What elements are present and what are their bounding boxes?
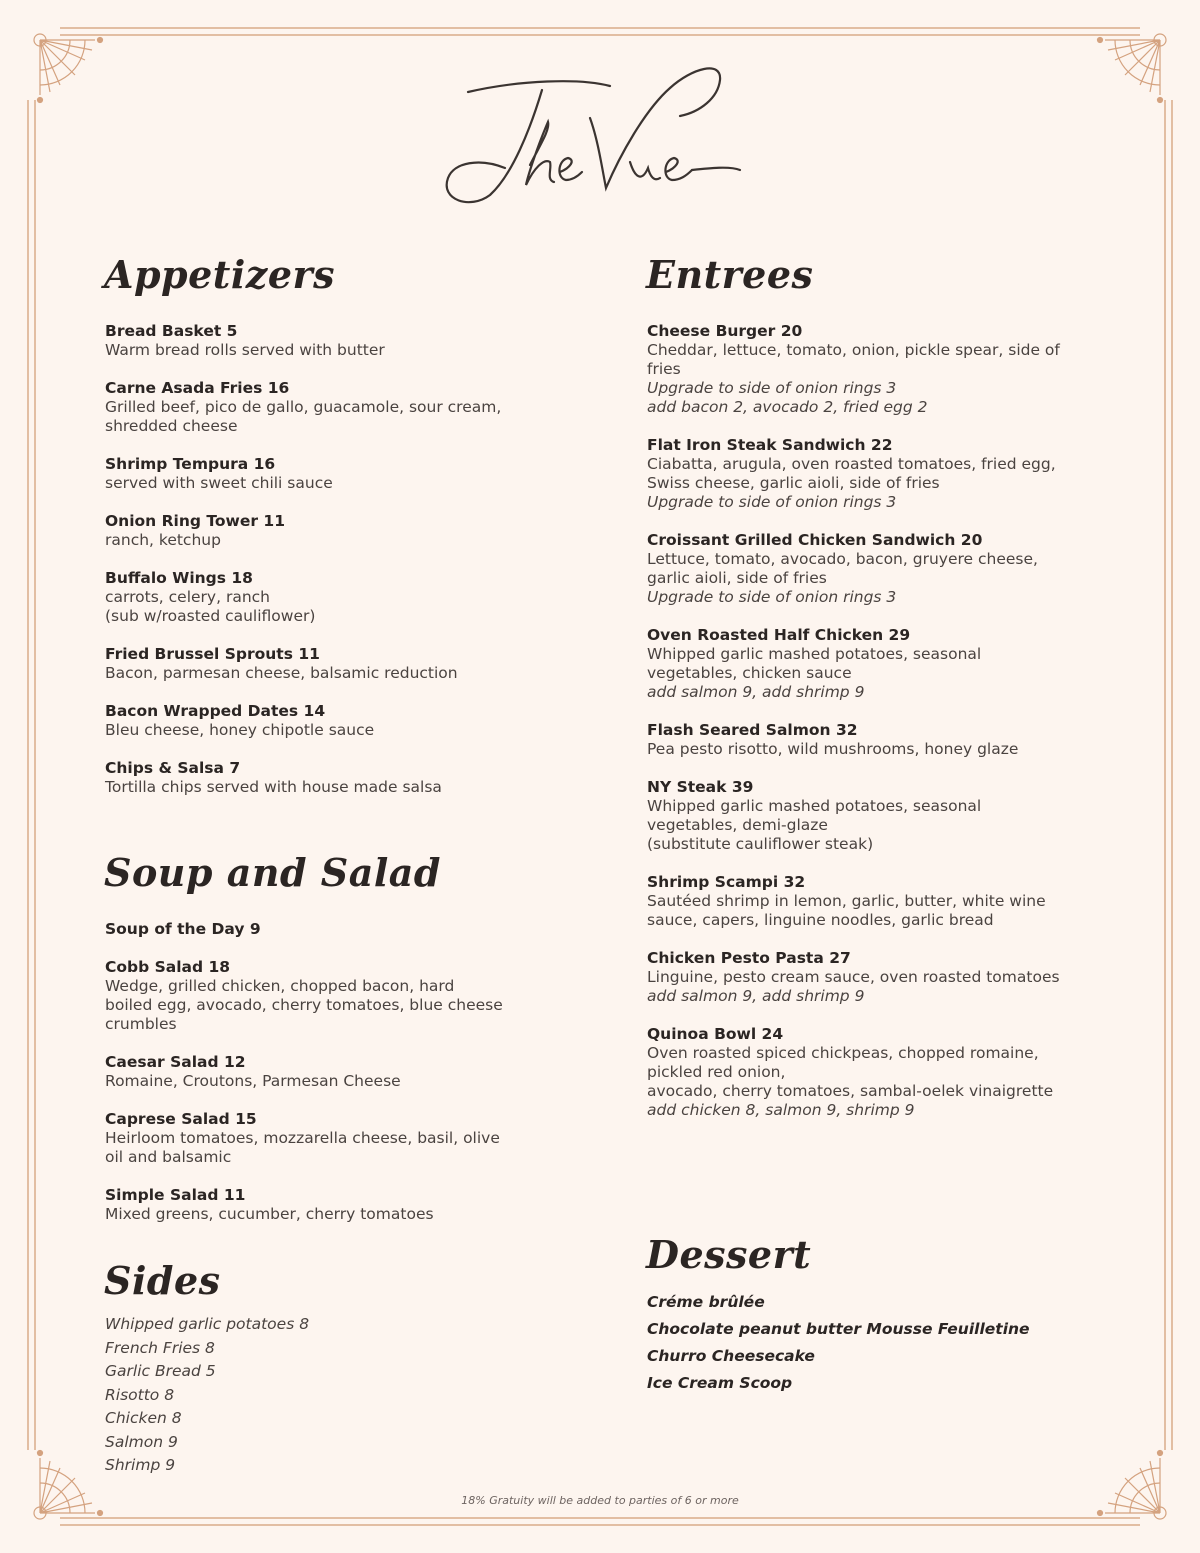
- list-item: Ice Cream Scoop: [647, 1374, 793, 1392]
- item-name: Flash Seared Salmon 32: [647, 721, 858, 739]
- soup-salad-list: [105, 920, 575, 1243]
- dessert-title: Dessert: [646, 1232, 812, 1277]
- list-item: Chocolate peanut butter Mousse Feuilletine: [647, 1320, 1030, 1338]
- item-name: Cheese Burger 20: [647, 322, 803, 340]
- item-description: Cheddar, lettuce, tomato, onion, pickle spear, side of fries: [647, 341, 1060, 378]
- list-item: [105, 455, 575, 493]
- item-name: Caprese Salad 15: [105, 1110, 257, 1128]
- item-name: Oven Roasted Half Chicken 29: [647, 626, 911, 644]
- item-description: Bleu cheese, honey chipotle sauce: [105, 721, 375, 739]
- item-name: Buffalo Wings 18: [105, 569, 253, 587]
- item-name: Shrimp Tempura 16: [105, 455, 276, 473]
- appetizers-list: [105, 322, 575, 816]
- item-name: Shrimp Scampi 32: [647, 873, 806, 891]
- item-description: Whipped garlic mashed potatoes, seasonal vegetables, demi-glaze (substitute cauliflower steak): [647, 797, 982, 853]
- item-description: Mixed greens, cucumber, cherry tomatoes: [105, 1205, 434, 1223]
- list-item: Shrimp 9: [105, 1456, 176, 1474]
- list-item: [647, 778, 1127, 854]
- list-item: [105, 379, 575, 436]
- list-item: [647, 436, 1127, 512]
- appetizers-title: Appetizers: [104, 252, 335, 297]
- item-name: Cobb Salad 18: [105, 958, 231, 976]
- list-item: [105, 512, 575, 550]
- sides-title: Sides: [104, 1258, 221, 1303]
- item-name: Carne Asada Fries 16: [105, 379, 290, 397]
- list-item: Whipped garlic potatoes 8: [105, 1315, 310, 1333]
- item-note: Upgrade to side of onion rings 3: [647, 493, 897, 511]
- list-item: [647, 721, 1127, 759]
- item-name: Fried Brussel Sprouts 11: [105, 645, 320, 663]
- the-vue-logo: [430, 50, 770, 210]
- list-item: Churro Cheesecake: [647, 1347, 815, 1365]
- item-description: ranch, ketchup: [105, 531, 221, 549]
- list-item: [647, 322, 1127, 417]
- item-description: Tortilla chips served with house made salsa: [105, 778, 442, 796]
- list-item: [105, 1186, 575, 1224]
- list-item: [105, 1110, 575, 1167]
- item-description: Bacon, parmesan cheese, balsamic reduction: [105, 664, 458, 682]
- item-name: Bacon Wrapped Dates 14: [105, 702, 326, 720]
- list-item: [105, 920, 575, 939]
- corner-ornament-bottom-left: [34, 1451, 103, 1520]
- item-description: Linguine, pesto cream sauce, oven roasted tomatoes: [647, 968, 1060, 986]
- entrees-title: Entrees: [646, 252, 814, 297]
- list-item: Risotto 8: [105, 1385, 175, 1404]
- list-item: Créme brûlée: [647, 1293, 765, 1311]
- list-item: [105, 645, 575, 683]
- item-note: Upgrade to side of onion rings 3: [647, 588, 897, 606]
- list-item: [647, 1025, 1127, 1120]
- sides-list: [105, 1313, 575, 1478]
- list-item: [647, 949, 1127, 1006]
- dessert-list: [647, 1289, 1127, 1397]
- item-description: Warm bread rolls served with butter: [105, 341, 385, 359]
- list-item: Salmon 9: [105, 1432, 178, 1451]
- corner-ornament-top-right: [1098, 34, 1167, 103]
- list-item: [647, 531, 1127, 607]
- list-item: [647, 626, 1127, 702]
- item-description: Whipped garlic mashed potatoes, seasonal vegetables, chicken sauce: [647, 645, 982, 682]
- item-note: add chicken 8, salmon 9, shrimp 9: [647, 1101, 915, 1119]
- item-name: Chips & Salsa 7: [105, 759, 241, 777]
- item-name: Bread Basket 5: [105, 322, 238, 340]
- item-description: Ciabatta, arugula, oven roasted tomatoes, fried egg, Swiss cheese, garlic aioli, side of fries: [647, 455, 1056, 492]
- list-item: [105, 702, 575, 740]
- item-name: Chicken Pesto Pasta 27: [647, 949, 851, 967]
- item-description: Sautéed shrimp in lemon, garlic, butter, white wine sauce, capers, linguine noodles, garlic bread: [647, 892, 1046, 929]
- list-item: [105, 759, 575, 797]
- list-item: [105, 322, 575, 360]
- item-name: Soup of the Day 9: [105, 920, 261, 938]
- item-name: Croissant Grilled Chicken Sandwich 20: [647, 531, 983, 549]
- item-description: Grilled beef, pico de gallo, guacamole, sour cream, shredded cheese: [105, 398, 502, 435]
- item-note: add bacon 2, avocado 2, fried egg 2: [647, 398, 928, 416]
- gratuity-note: 18% Gratuity will be added to parties of 6 or more: [461, 1494, 739, 1507]
- entrees-list: [647, 322, 1127, 1139]
- item-note: Upgrade to side of onion rings 3: [647, 379, 897, 397]
- item-description: served with sweet chili sauce: [105, 474, 333, 492]
- item-description: carrots, celery, ranch (sub w/roasted cauliflower): [105, 588, 316, 625]
- corner-ornament-top-left: [34, 34, 103, 103]
- list-item: Chicken 8: [105, 1409, 182, 1427]
- item-name: NY Steak 39: [647, 778, 754, 796]
- item-name: Flat Iron Steak Sandwich 22: [647, 436, 893, 454]
- item-note: add salmon 9, add shrimp 9: [647, 987, 865, 1005]
- list-item: [105, 1053, 575, 1091]
- item-description: Lettuce, tomato, avocado, bacon, gruyere cheese, garlic aioli, side of fries: [647, 550, 1038, 587]
- item-name: Caesar Salad 12: [105, 1053, 246, 1071]
- soup-salad-title: Soup and Salad: [104, 850, 441, 895]
- item-name: Quinoa Bowl 24: [647, 1025, 784, 1043]
- item-description: Romaine, Croutons, Parmesan Cheese: [105, 1072, 401, 1090]
- list-item: [105, 958, 575, 1034]
- item-name: Onion Ring Tower 11: [105, 512, 285, 530]
- list-item: [647, 873, 1127, 930]
- corner-ornament-bottom-right: [1098, 1451, 1167, 1520]
- item-description: Oven roasted spiced chickpeas, chopped romaine, pickled red onion, avocado, cherry tomatoes, sambal-oelek vinaigrette: [647, 1044, 1054, 1100]
- list-item: French Fries 8: [105, 1338, 215, 1357]
- item-name: Simple Salad 11: [105, 1186, 246, 1204]
- item-note: add salmon 9, add shrimp 9: [647, 683, 865, 701]
- list-item: Garlic Bread 5: [105, 1362, 216, 1380]
- item-description: Heirloom tomatoes, mozzarella cheese, basil, olive oil and balsamic: [105, 1129, 500, 1166]
- list-item: [105, 569, 575, 626]
- item-description: Wedge, grilled chicken, chopped bacon, hard boiled egg, avocado, cherry tomatoes, blue cheese crumbles: [105, 977, 503, 1033]
- item-description: Pea pesto risotto, wild mushrooms, honey glaze: [647, 740, 1019, 758]
